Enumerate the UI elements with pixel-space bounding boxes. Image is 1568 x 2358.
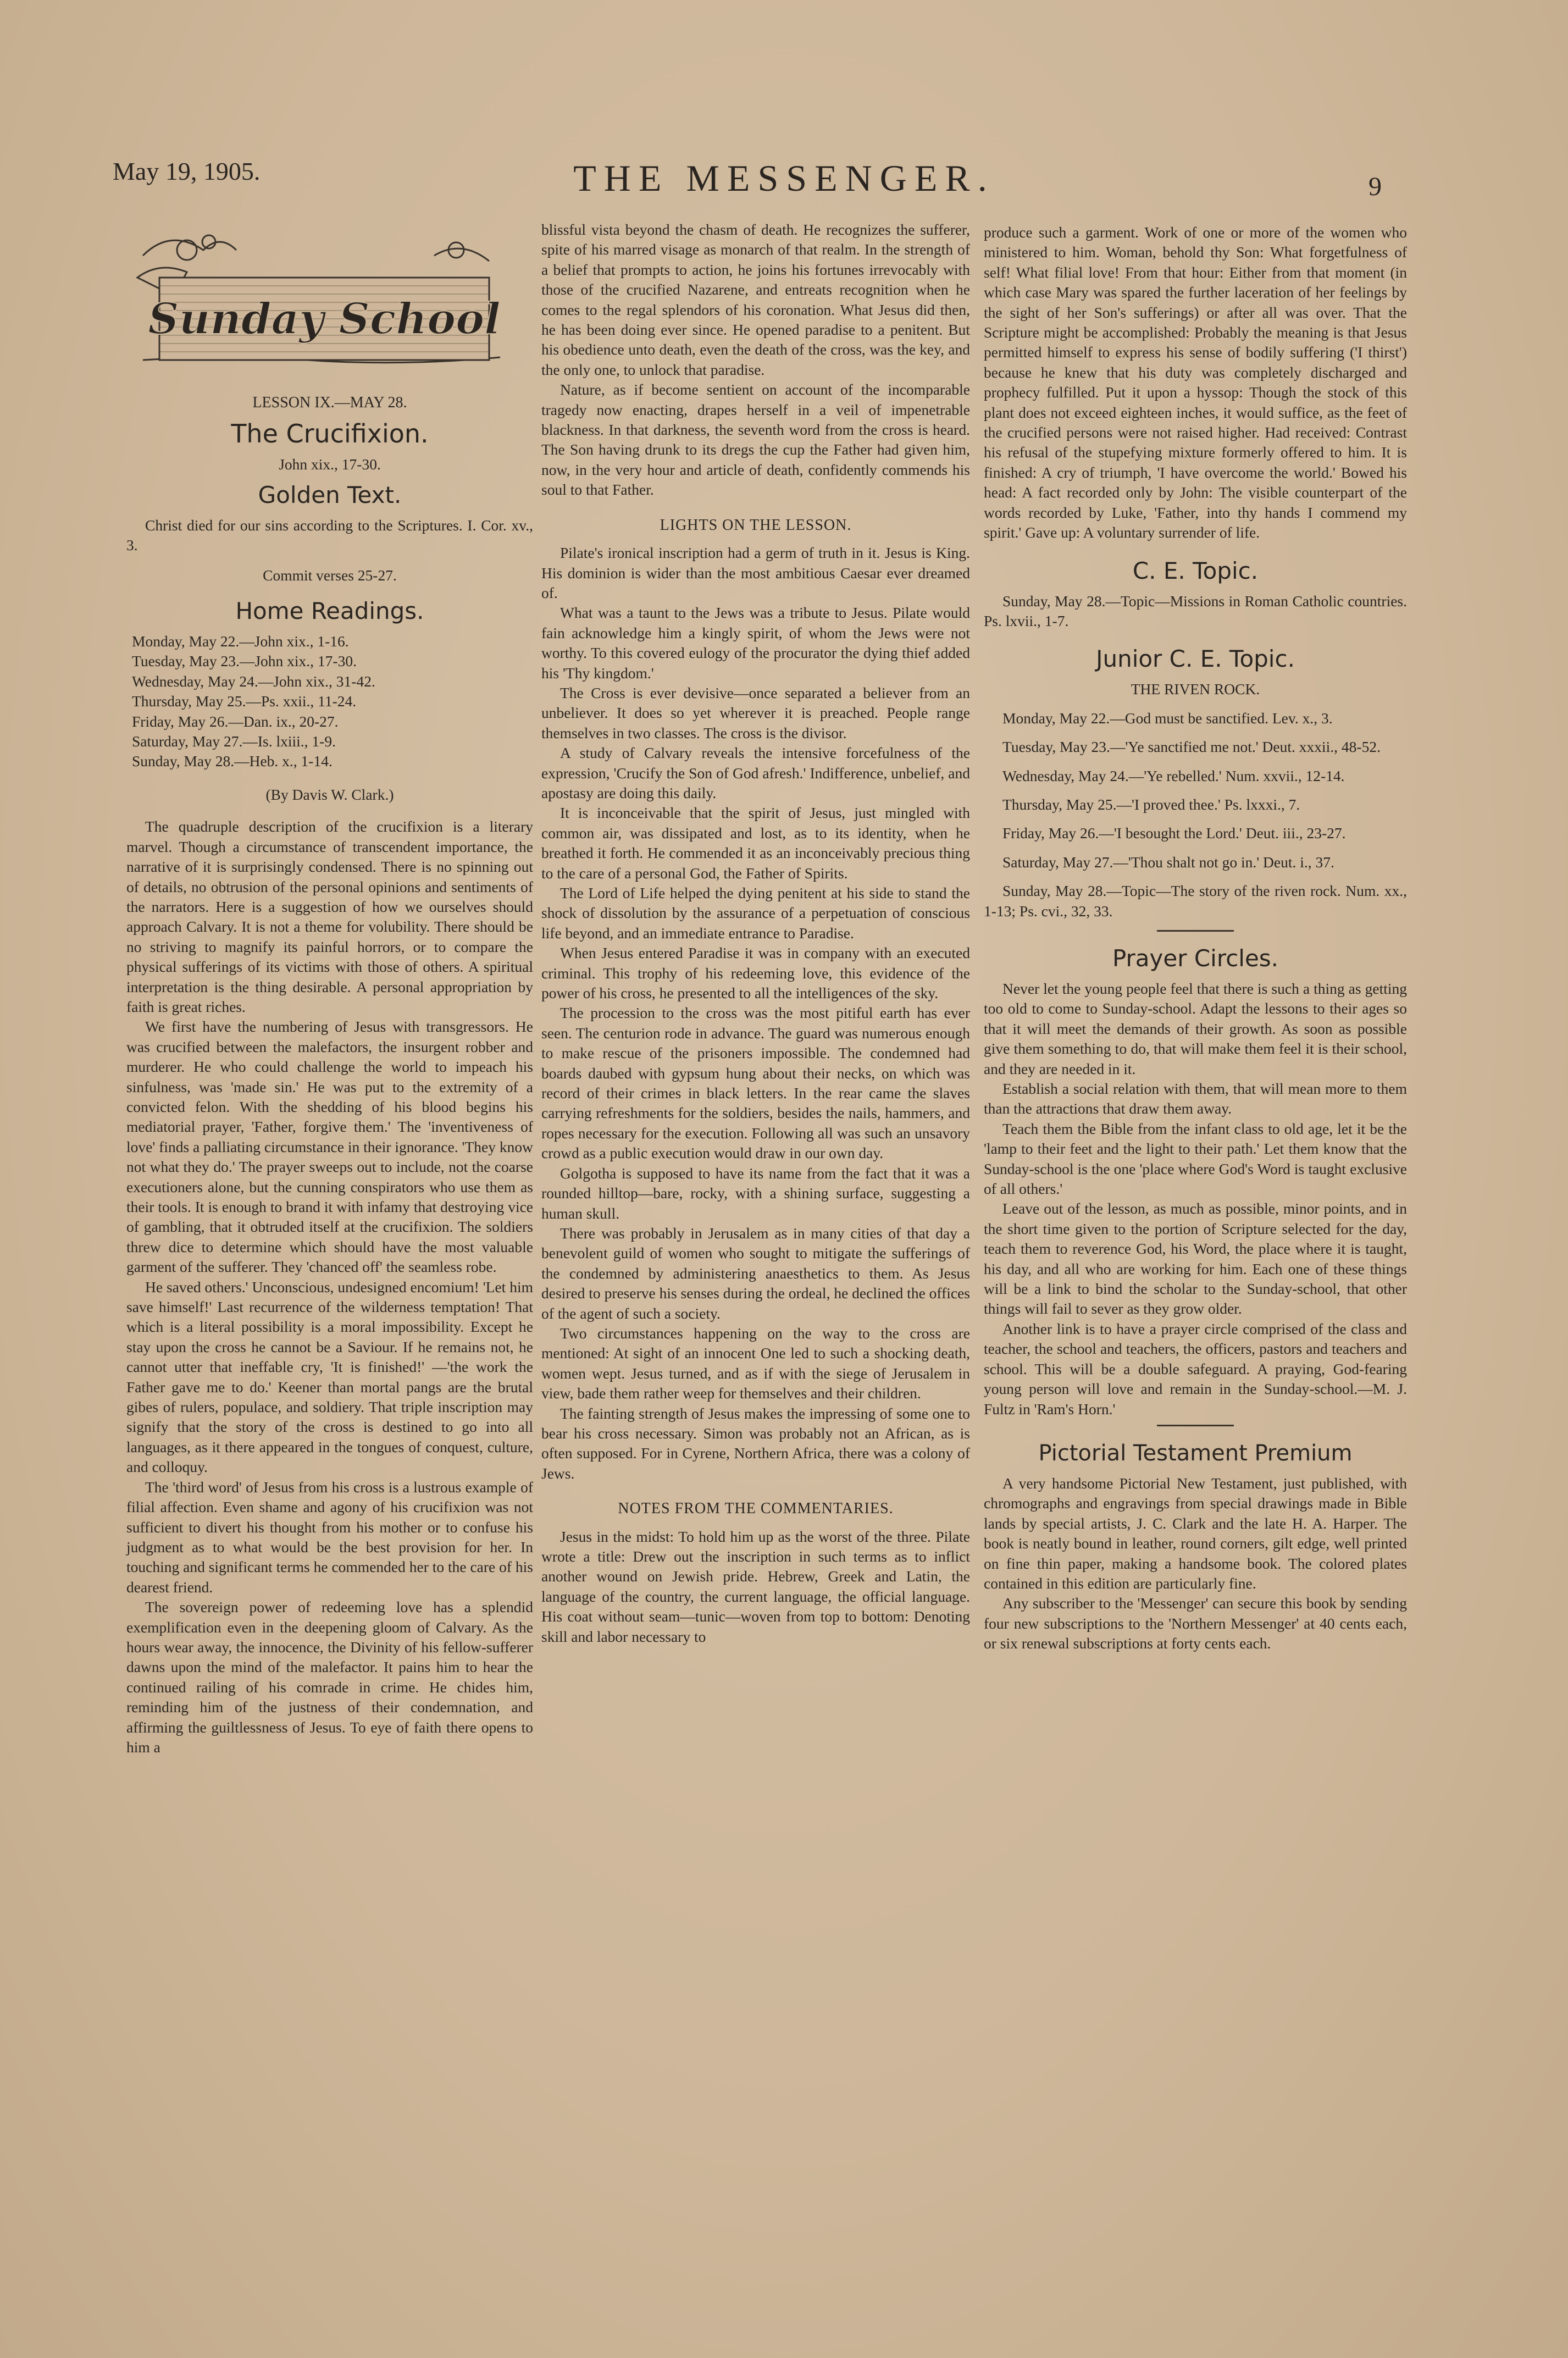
article-paragraph: We first have the numbering of Jesus with transgressors. He was crucified between the malefactors, the insurgent robber and murderer. He who could challenge the world to impeach his sinfulness, was 'made sin.' He was put to the extremity of a convicted felon. With the shedding of his blood begins his mediatorial prayer, 'Father, forgive them.' The 'inventiveness of love' finds a palliating circumstance in their ignorance. 'They know not what they do.' The prayer sweeps out to include, not the coarse executioners alone, but the cunning conspirators who use them as their tools. It is enough to brand it with infamy that destroying vice of gambling, that it obtruded itself at the crucifixion. The soldiers threw dice to determine which should have the most valuable garment of the sufferer. They 'chanced off' the seamless robe. [126, 1018, 533, 1276]
article-paragraph: Pilate's ironical inscription had a germ of truth in it. Jesus is King. His dominion is wider than the most ambitious Caesar ever dreamed of. [541, 544, 970, 601]
reading-item: Friday, May 26.—Dan. ix., 20-27. [132, 712, 339, 730]
article-paragraph: Never let the young people feel that there is such a thing as getting too old to come to Sunday-school. Adapt the lessons to their ages so that it will meet the demands of their growth. As soon as possible give them something to do, that will make them feel it is their school, and they are needed in it. [984, 979, 1407, 1077]
lights-heading: LIGHTS ON THE LESSON. [660, 516, 852, 534]
topic-item: Sunday, May 28.—Topic—The story of the riven rock. Num. xx., 1-13; Ps. cvi., 32, 33. [984, 882, 1407, 920]
reading-item: Sunday, May 28.—Heb. x., 1-14. [132, 752, 333, 770]
article-paragraph: The procession to the cross was the most pitiful earth has ever seen. The centurion rode in advance. The guard was numerous enough to make rescue of the prisoners impossible. The condemned had boards daubed with gypsum hung about their necks, on which was record of their crimes in black letters. In the rear came the slaves carrying refreshments for the soldiers, besides the nails, hammers, and ropes necessary for the execution. Following all was such an unsavory crowd as a public execution would draw in our own day. [541, 1004, 970, 1162]
article-paragraph: The Cross is ever devisive—once separated a believer from an unbeliever. It does so yet wherever it is preached. People range themselves in two classes. The cross is the divisor. [541, 684, 970, 741]
article-paragraph: The fainting strength of Jesus makes the impressing of some one to bear his cross necessary. Simon was probably not an African, as is often supposed. For in Cyrene, Northern Africa, there was a colony of Jews. [541, 1404, 970, 1482]
topic-item: Wednesday, May 24.—'Ye rebelled.' Num. xxvii., 12-14. [1002, 767, 1345, 784]
article-paragraph: The 'third word' of Jesus from his cross is a lustrous example of filial affection. Even shame and agony of his crucifixion was not sufficient to divert his thought from his mother or to confuse his judgment as to what would be the best provision for her. In touching and significant terms he commended her to the care of his dearest friend. [126, 1478, 533, 1596]
article-paragraph: The quadruple description of the crucifixion is a literary marvel. Though a circumstance of transcendent importance, the narrative of it is surprisingly condensed. There is no spinning out of details, no obtrusion of the personal opinions and sentiments of the narrators. Here is a suggestion of how we ourselves should approach Calvary. It is not a theme for volubility. There should be no striving to magnify its painful horrors, or to compare the physical sufferings of its victims with those of others. A spiritual interpretation is the thing desirable. A personal appropriation by faith is great riches. [126, 818, 533, 1015]
prayer-circles-heading: Prayer Circles. [1112, 944, 1279, 972]
topic-item: Monday, May 22.—God must be sanctified. Lev. x., 3. [1002, 709, 1333, 727]
lesson-number: LESSON IX.—MAY 28. [252, 394, 407, 411]
topic-item: Saturday, May 27.—'Thou shalt not go in.' Deut. i., 37. [1002, 853, 1334, 871]
article-paragraph: Jesus in the midst: To hold him up as the worst of the three. Pilate wrote a title: Drew out the inscription in such terms as to inflict another wound on Jewish pride. Hebrew, Greek and Latin, the language of the country, the current language, the official language. His coat without seam—tunic—woven from top to bottom: Denoting skill and labor necessary to [541, 1527, 970, 1645]
article-paragraph: produce such a garment. Work of one or more of the women who ministered to him. Woman, behold thy Son: What forgetfulness of self! What filial love! From that hour: Either from that moment (in which case Mary was spared the further laceration of her feelings by the sight of her Son's sufferings) or after all was over. That the Scripture might be accomplished: Probably the meaning is that Jesus permitted himself to express his sense of bodily suffering ('I thirst') because he knew that his duty was completely discharged and prophecy fulfilled. Put it upon a hyssop: Though the stock of this plant does not exceed eighteen inches, it would suffice, as the feet of the crucified persons were not raised higher. Had received: Contrast his refusal of the stupefying mixture formerly offered to him. It is finished: A cry of triumph, 'I have overcome the world.' Bowed his head: A fact recorded only by John: The visible counterpart of the words recorded by Luke, 'Father, into thy hands I commend my spirit.' Gave up: A voluntary surrender of life. [984, 224, 1407, 541]
article-paragraph: It is inconceivable that the spirit of Jesus, just mingled with common air, was dissipated and lost, as to its identity, when he breathed it forth. He commended it as an inconceivably precious thing to the care of a personal God, the Father of Spirits. [541, 804, 970, 882]
junior-ce-list [984, 708, 1407, 921]
topic-item: Tuesday, May 23.—'Ye sanctified me not.' Deut. xxxii., 48-52. [1002, 738, 1381, 756]
topic-item: Thursday, May 25.—'I proved thee.' Ps. lxxxi., 7. [1002, 795, 1300, 813]
article-paragraph: Any subscriber to the 'Messenger' can secure this book by sending four new subscriptions to the 'Northern Messenger' at 40 cents each, or six renewal subscriptions at forty cents each. [984, 1595, 1407, 1652]
issue-date: May 19, 1905. [113, 157, 261, 185]
page-number: 9 [1368, 172, 1382, 201]
article-paragraph: Teach them the Bible from the infant class to old age, let it be the 'lamp to their feet and the light to their path.' Let them know that the Sunday-school is the one 'place where God's Word is taught exclusive of all others.' [984, 1120, 1407, 1198]
junior-ce-subtitle: THE RIVEN ROCK. [1131, 680, 1260, 698]
reading-item: Monday, May 22.—John xix., 1-16. [132, 633, 349, 650]
article-paragraph: The sovereign power of redeeming love has a splendid exemplification even in the deepening gloom of Calvary. As the hours wear away, the innocence, the Divinity of his fellow-sufferer dawns upon the mind of the malefactor. It pains him to hear the continued railing of his comrade in crime. He chides him, reminding him of the justness of their condemnation, and affirming the guiltlessness of Jesus. To eye of faith there opens to him a [126, 1598, 533, 1756]
article-paragraph: Nature, as if become sentient on account of the incomparable tragedy now enacting, drapes herself in a veil of impenetrable blackness. In that darkness, the seventh word from the cross is heard. The Son having drunk to its dregs the cup the Father had given him, now, in the very hour and article of death, confidently commends his soul to that Father. [541, 381, 970, 499]
golden-text: Christ died for our sins according to the Scriptures. I. Cor. xv., 3. [126, 516, 533, 554]
article-paragraph: When Jesus entered Paradise it was in company with an executed criminal. This trophy of his redeeming love, this evidence of the power of his cross, he presented to all the intelligences of the sky. [541, 944, 970, 1002]
article-paragraph: Two circumstances happening on the way to the cross are mentioned: At sight of an innocent One led to such a shocking death, women wept. Jesus turned, and as if with the siege of Jerusalem in view, bade them rather weep for themselves and their children. [541, 1324, 970, 1402]
ce-topic-text: Sunday, May 28.—Topic—Missions in Roman Catholic countries. Ps. lxvii., 1-7. [984, 592, 1407, 629]
article-paragraph: A very handsome Pictorial New Testament, just published, with chromographs and engravings from special drawings made in Bible lands by special artists, J. C. Clark and the late H. A. Harper. The book is neatly bound in leather, round corners, gilt edge, well printed on fine thin paper, making a handsome book. The colored plates contained in this edition are particularly fine. [984, 1474, 1407, 1592]
lesson-reference: John xix., 17-30. [279, 456, 381, 473]
article-paragraph: blissful vista beyond the chasm of death. He recognizes the sufferer, spite of his marred visage as monarch of that realm. In the strength of a belief that prompts to action, he joins his fortunes irrevocably with those of the crucified Nazarene, and entreats recognition when he comes to the regal splendors of his coronation. What Jesus did then, he has been doing ever since. He opened paradise to a penitent. But his obedience unto death, even the death of the cross, was the key, and the only one, to unlock that paradise. [541, 221, 970, 378]
article-paragraph: The Lord of Life helped the dying penitent at his side to stand the shock of dissolution by the assurance of a perpetuation of conscious life beyond, and an immediate entrance to Paradise. [541, 884, 970, 942]
home-readings-heading: Home Readings. [235, 597, 424, 625]
logo-text: Sunday School [148, 294, 501, 344]
article-paragraph: Golgotha is supposed to have its name from the fact that it was a rounded hilltop—bare, rocky, with a shining surface, suggesting a human skull. [541, 1164, 970, 1222]
lesson-title: The Crucifixion. [231, 419, 429, 449]
column-1 [126, 217, 533, 1757]
premium-heading: Pictorial Testament Premium [1038, 1440, 1353, 1466]
commit-verses: Commit verses 25-27. [263, 566, 397, 584]
golden-text-heading: Golden Text. [258, 481, 402, 508]
reading-item: Tuesday, May 23.—John xix., 17-30. [132, 652, 357, 670]
sunday-school-logo [126, 217, 511, 382]
article-paragraph: What was a taunt to the Jews was a tribute to Jesus. Pilate would fain acknowledge him a kingly spirit, of whom the Jews were not worthy. To this covered eulogy of the procurator the dying thief added his 'Thy kingdom.' [541, 604, 970, 682]
topic-item: Friday, May 26.—'I besought the Lord.' Deut. iii., 23-27. [1002, 824, 1346, 842]
article-paragraph: Leave out of the lesson, as much as possible, minor points, and in the short time given to the portion of Scripture selected for the day, teach them to reverence God, his Word, the place where it is taught, his day, and all who are working for him. Each one of these things will be a link to bind the scholar to the Sunday-school, that other things will fail to sever as they grow older. [984, 1200, 1407, 1318]
byline: (By Davis W. Clark.) [265, 785, 394, 803]
divider [1157, 1425, 1234, 1426]
junior-ce-heading: Junior C. E. Topic. [1096, 645, 1295, 673]
notes-heading: NOTES FROM THE COMMENTARIES. [618, 1500, 894, 1518]
reading-item: Thursday, May 25.—Ps. xxii., 11-24. [132, 693, 357, 710]
article-paragraph: A study of Calvary reveals the intensive forcefulness of the expression, 'Crucify the Son of God afresh.' Indifference, unbelief, and apostasy are doing this daily. [541, 744, 970, 801]
home-readings-list [132, 632, 533, 772]
ce-topic-heading: C. E. Topic. [1132, 557, 1259, 584]
article-paragraph: Another link is to have a prayer circle comprised of the class and teacher, the school and teachers, the officers, pastors and teachers and school. This will be a double safeguard. A praying, God-fearing young person will love and remain in the Sunday-school.—M. J. Fultz in 'Ram's Horn.' [984, 1320, 1407, 1418]
masthead-title: THE MESSENGER. [573, 157, 995, 199]
reading-item: Wednesday, May 24.—John xix., 31-42. [132, 672, 375, 690]
column-3 [984, 223, 1407, 1654]
reading-item: Saturday, May 27.—Is. lxiii., 1-9. [132, 733, 336, 750]
divider [1157, 930, 1234, 932]
article-paragraph: Establish a social relation with them, that will mean more to them than the attractions that draw them away. [984, 1080, 1407, 1117]
article-paragraph: He saved others.' Unconscious, undesigned encomium! 'Let him save himself!' Last recurrence of the wilderness temptation! That which is a literal possibility is a moral impossibility. Except he stay upon the cross he cannot be a Saviour. If he remains not, he cannot utter that ineffable cry, 'It is finished!' —'the work the Father gave me to do.' Keener than mortal pangs are the brutal gibes of rulers, populace, and soldiery. That triple inscription may signify that the story of the cross is destined to go into all languages, as it there appeared in the tongues of conquest, culture, and colloquy. [126, 1278, 533, 1476]
article-paragraph: There was probably in Jerusalem as in many cities of that day a benevolent guild of women who sought to mitigate the sufferings of the condemned by administering anaesthetics to them. As Jesus desired to preserve his senses during the ordeal, he declined the offices of the agent of such a society. [541, 1224, 970, 1322]
column-2 [541, 220, 970, 1647]
